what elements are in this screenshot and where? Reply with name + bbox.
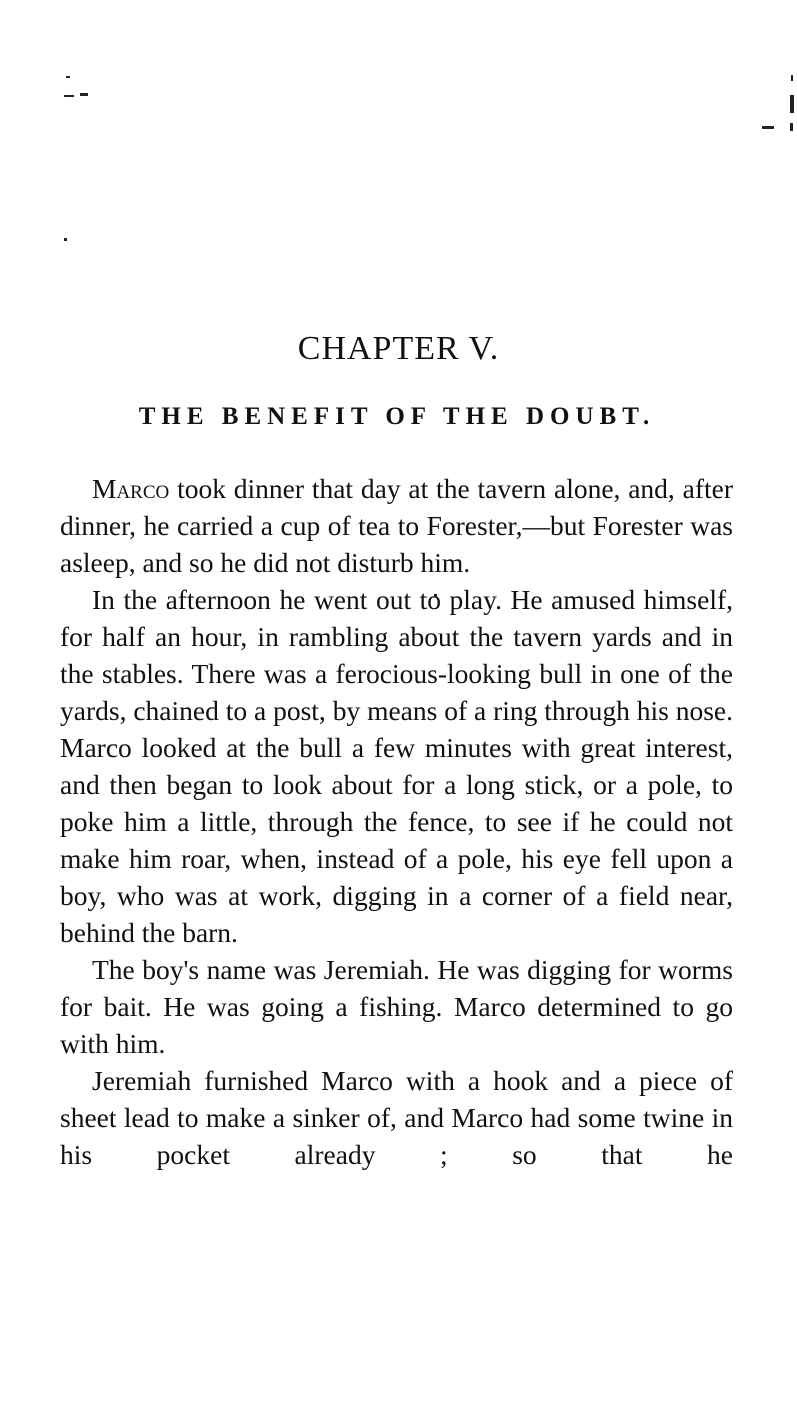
- paragraph-lead-word: Marco: [92, 473, 170, 504]
- chapter-body: [60, 470, 733, 1173]
- paragraph: The boy's name was Jeremiah. He was digging for worms for bait. He was going a fishing. Marco determined to go with him.: [60, 954, 733, 1059]
- scan-speck: [80, 93, 88, 96]
- scan-speck: [762, 126, 774, 129]
- paragraph: Jeremiah furnished Marco with a hook and a piece of sheet lead to make a sinker of, and Marco had some twine in his pocket already ; so that he: [60, 1065, 733, 1170]
- chapter-subtitle: THE BENEFIT OF THE DOUBT.: [138, 403, 656, 430]
- scan-speck: [790, 123, 793, 131]
- paragraph: [60, 470, 733, 581]
- paragraph-text: took dinner that day at the tavern alone, and, after dinner, he carried a cup of tea to Forester,—but Forester was asleep, and so he did not disturb him.: [60, 473, 733, 578]
- chapter-title: CHAPTER V.: [297, 330, 500, 367]
- scan-speck: [66, 76, 70, 78]
- paragraph: In the afternoon he went out to play. He amused himself, for half an hour, in rambling about the tavern yards and in the stables. There was a ferocious-looking bull in one of the yards, chained to a post, by means of a ring through his nose. Marco looked at the bull a few minutes with great interest, and then began to look about for a long stick, or a pole, to poke him a little, through the fence, to see if he could not make him roar, when, instead of a pole, his eye fell upon a boy, who was at work, digging in a corner of a field near, behind the barn.: [60, 584, 733, 948]
- scan-speck: [790, 95, 794, 113]
- scan-speck: [64, 95, 74, 97]
- scan-speck: [64, 238, 67, 241]
- scan-speck: [791, 75, 793, 81]
